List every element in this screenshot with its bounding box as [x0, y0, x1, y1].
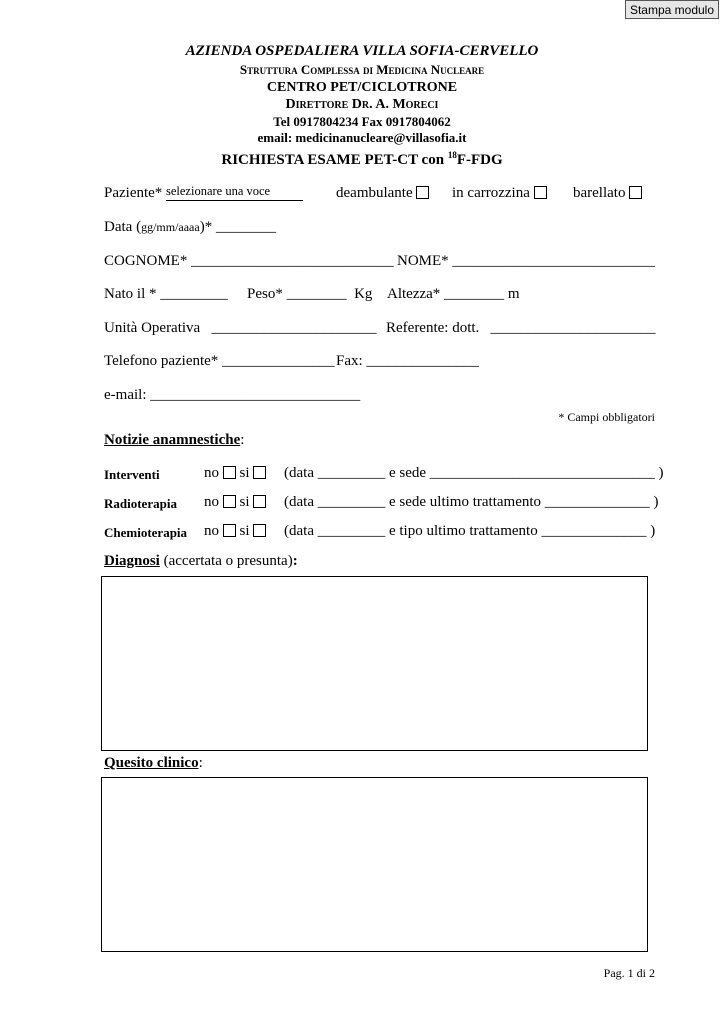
radioterapia-details[interactable]: (data _________ e sede ultimo trattamento ______________ )	[284, 494, 659, 510]
radioterapia-label: Radioterapia	[104, 496, 177, 511]
unita-label: Unità Operativa	[104, 320, 201, 336]
cognome-label: COGNOME*	[104, 253, 188, 269]
interventi-no-label: no	[204, 465, 219, 481]
diagnosi-textarea[interactable]	[101, 576, 648, 751]
email-blank: ____________________________	[150, 387, 361, 403]
interventi-label: Interventi	[104, 467, 160, 482]
quesito-colon: :	[198, 755, 203, 771]
interventi-no-checkbox[interactable]	[223, 466, 236, 479]
telefono-label: Telefono paziente*	[104, 353, 219, 369]
email-label: e-mail:	[104, 387, 147, 403]
deambulante-checkbox[interactable]	[416, 186, 429, 199]
telefono-blank: _______________	[222, 353, 335, 369]
carrozzina-checkbox[interactable]	[534, 186, 547, 199]
paziente-label: Paziente*	[104, 185, 163, 201]
unita-blank: ______________________	[211, 320, 377, 336]
fax-label: Fax:	[336, 353, 363, 369]
director-name: Direttore Dr. A. Moreci	[285, 97, 439, 112]
altezza-blank: ________	[444, 286, 505, 302]
nato-label: Nato il *	[104, 286, 157, 302]
radioterapia-options	[204, 494, 266, 511]
required-fields-note: * Campi obbligatori	[558, 410, 655, 424]
radioterapia-no-checkbox[interactable]	[223, 495, 236, 508]
form-title-suffix: F-FDG	[456, 152, 503, 168]
form-title-prefix: RICHIESTA ESAME PET-CT con	[221, 152, 448, 168]
unita-field[interactable]	[104, 320, 376, 337]
referente-blank: ______________________	[490, 320, 656, 336]
carrozzina-option	[452, 185, 547, 202]
peso-field[interactable]	[247, 286, 372, 303]
chemioterapia-details[interactable]: (data _________ e tipo ultimo trattamento ______________ )	[284, 523, 656, 539]
diagnosi-title: Diagnosi	[104, 553, 160, 569]
chemioterapia-si-label: si	[239, 523, 250, 539]
data-format: gg/mm/aaaa	[141, 220, 200, 234]
fax-blank: _______________	[366, 353, 479, 369]
chemioterapia-si-checkbox[interactable]	[253, 524, 266, 537]
hospital-name: AZIENDA OSPEDALIERA VILLA SOFIA-CERVELLO	[185, 43, 539, 59]
telefono-field[interactable]	[104, 353, 335, 370]
interventi-si-checkbox[interactable]	[253, 466, 266, 479]
radioterapia-si-label: si	[239, 494, 250, 510]
carrozzina-label: in carrozzina	[452, 185, 530, 201]
referente-label: Referente: dott.	[386, 320, 480, 336]
data-blank: ________	[215, 219, 276, 235]
email-address: email: medicinanucleare@villasofia.it	[257, 130, 467, 145]
form-title	[0, 150, 724, 169]
anamnesi-colon: :	[240, 432, 245, 448]
peso-blank: ________	[286, 286, 347, 302]
anamnesi-title: Notizie anamnestiche	[104, 432, 241, 448]
nome-label: NOME*	[397, 253, 449, 269]
data-required: )*	[199, 219, 213, 235]
paziente-select[interactable]: selezionare una voce	[166, 184, 303, 201]
altezza-label: Altezza*	[387, 286, 441, 302]
referente-field[interactable]	[386, 320, 656, 337]
chemioterapia-no-checkbox[interactable]	[223, 524, 236, 537]
print-button[interactable]: Stampa modulo	[625, 0, 719, 19]
diagnosi-heading	[104, 553, 298, 570]
diagnosi-note: (accertata o presunta)	[159, 553, 293, 569]
interventi-si-label: si	[239, 465, 250, 481]
chemioterapia-options	[204, 523, 266, 540]
data-field[interactable]	[104, 219, 276, 236]
department-name: Struttura Complessa di Medicina Nucleare	[239, 62, 485, 77]
nato-blank: _________	[160, 286, 228, 302]
barellato-checkbox[interactable]	[629, 186, 642, 199]
quesito-heading	[104, 755, 203, 772]
nome-field[interactable]	[397, 253, 655, 270]
fax-field[interactable]	[336, 353, 479, 370]
quesito-title: Quesito clinico	[104, 755, 199, 771]
deambulante-label: deambulante	[336, 185, 413, 201]
nato-field[interactable]	[104, 286, 228, 303]
page-number: Pag. 1 di 2	[603, 966, 655, 980]
chemioterapia-no-label: no	[204, 523, 219, 539]
phone-fax: Tel 0917804234 Fax 0917804062	[273, 114, 451, 129]
center-name: CENTRO PET/CICLOTRONE	[266, 80, 458, 95]
radioterapia-si-checkbox[interactable]	[253, 495, 266, 508]
radioterapia-no-label: no	[204, 494, 219, 510]
m-unit: m	[507, 286, 520, 302]
quesito-textarea[interactable]	[101, 777, 648, 952]
nome-blank: ___________________________	[452, 253, 655, 269]
barellato-label: barellato	[573, 185, 626, 201]
deambulante-option	[336, 185, 429, 202]
diagnosi-colon: :	[292, 553, 298, 569]
interventi-options	[204, 465, 266, 482]
cognome-field[interactable]	[104, 253, 394, 270]
interventi-details[interactable]: (data _________ e sede ______________________________ )	[284, 465, 664, 481]
email-field[interactable]	[104, 387, 360, 404]
barellato-option	[573, 185, 642, 202]
cognome-blank: ___________________________	[191, 253, 394, 269]
form-title-sup: 18	[447, 150, 457, 160]
chemioterapia-label: Chemioterapia	[104, 525, 188, 540]
anamnesi-heading	[104, 432, 244, 449]
peso-label: Peso*	[247, 286, 283, 302]
kg-unit: Kg	[354, 286, 373, 302]
data-label: Data (	[104, 219, 142, 235]
altezza-field[interactable]	[387, 286, 519, 303]
